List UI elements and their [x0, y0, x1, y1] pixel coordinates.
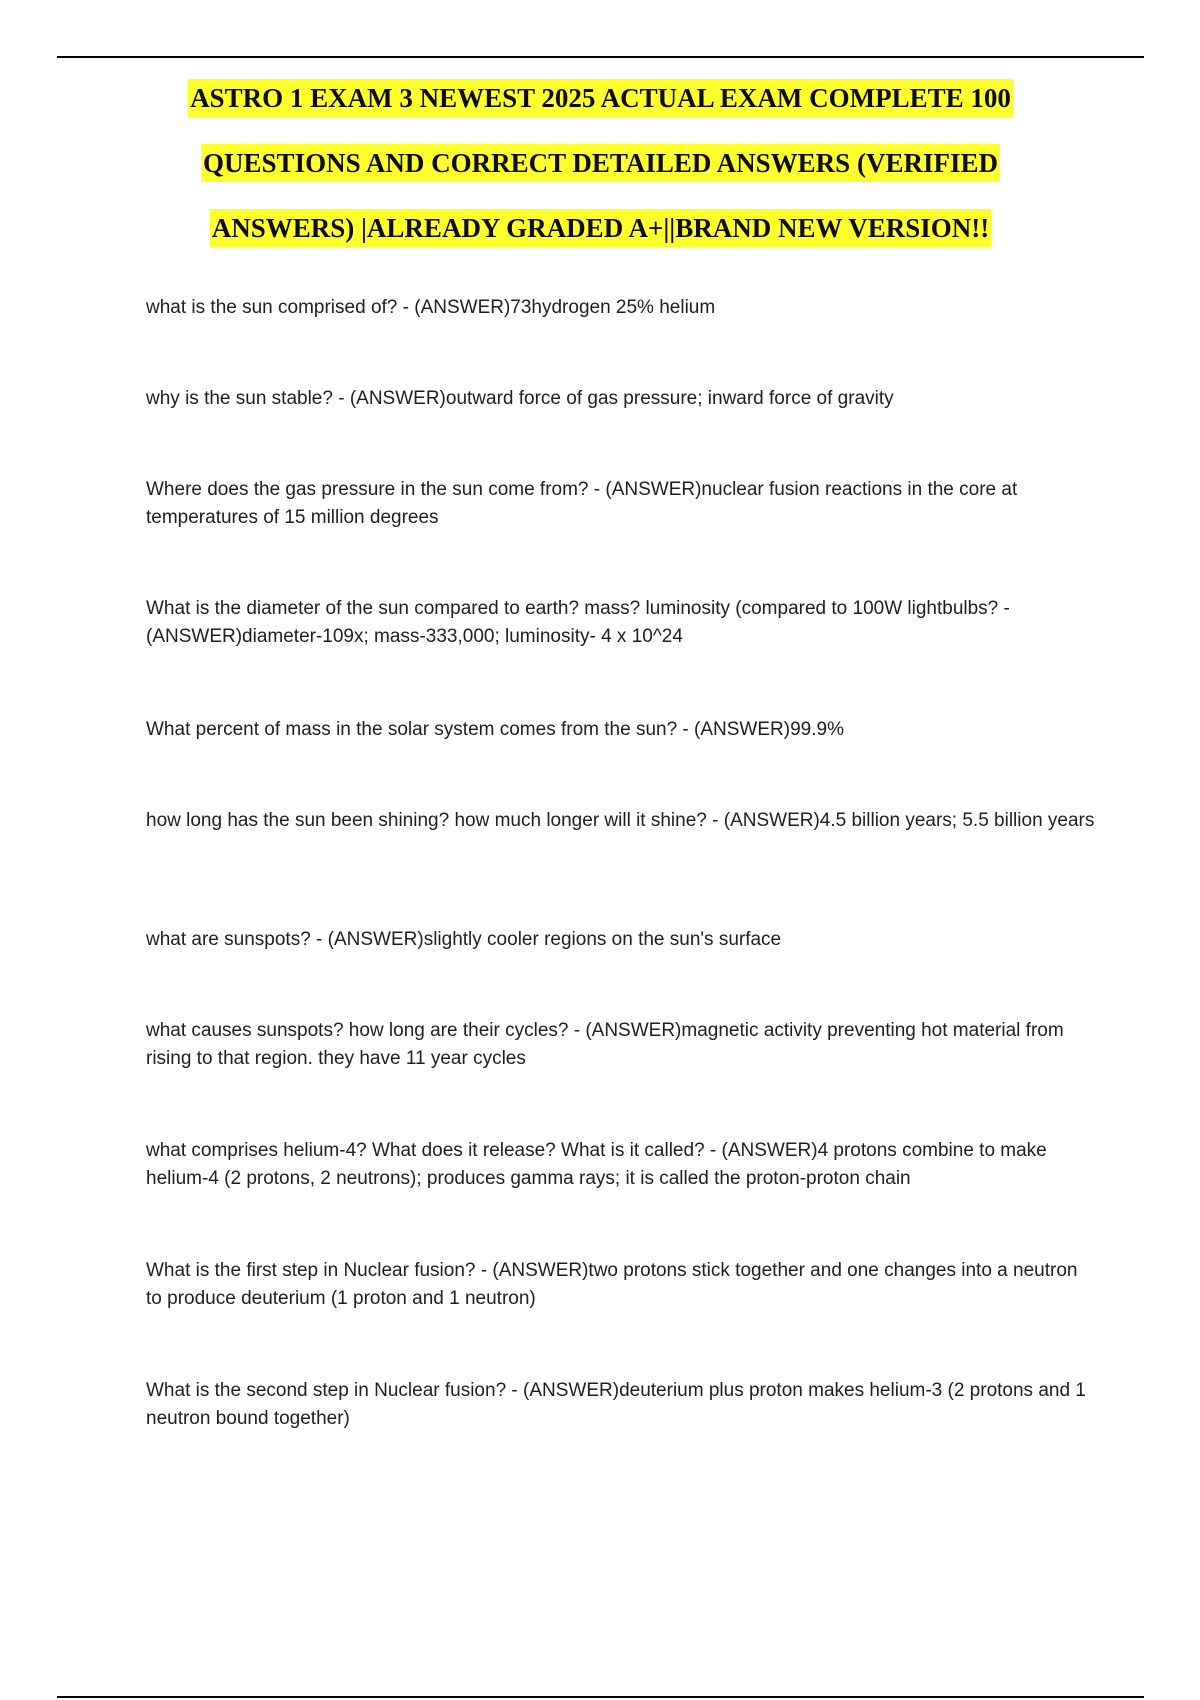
title-line-text: ANSWERS) |ALREADY GRADED A+||BRAND NEW VERSION!!	[210, 209, 992, 247]
qa-item: what causes sunspots? how long are their cycles? - (ANSWER)magnetic activity preventing hot material from rising to that region. they have 11 year cycles	[146, 1020, 1064, 1069]
title-line-text: ASTRO 1 EXAM 3 NEWEST 2025 ACTUAL EXAM COMPLETE 100	[188, 79, 1013, 117]
qa-item: Where does the gas pressure in the sun come from? - (ANSWER)nuclear fusion reactions in the core at temperatures of 15 million degrees	[146, 479, 1018, 528]
qa-item: why is the sun stable? - (ANSWER)outward force of gas pressure; inward force of gravity	[146, 388, 894, 409]
qa-item: what comprises helium-4? What does it release? What is it called? - (ANSWER)4 protons combine to make helium-4 (2 protons, 2 neutrons); produces gamma rays; it is called the proton-proton chain	[146, 1140, 1047, 1189]
qa-item: What is the first step in Nuclear fusion? - (ANSWER)two protons stick together and one changes into a neutron to produce deuterium (1 proton and 1 neutron)	[146, 1260, 1078, 1309]
qa-item: what is the sun comprised of? - (ANSWER)73hydrogen 25% helium	[146, 297, 716, 318]
title-line-text: QUESTIONS AND CORRECT DETAILED ANSWERS (VERIFIED	[201, 144, 1000, 182]
qa-item: What percent of mass in the solar system comes from the sun? - (ANSWER)99.9%	[146, 719, 844, 740]
qa-item: What is the diameter of the sun compared to earth? mass? luminosity (compared to 100W lightbulbs? - (ANSWER)diameter-109x; mass-333,000; luminosity- 4 x 10^24	[146, 598, 1010, 647]
qa-item: how long has the sun been shining? how much longer will it shine? - (ANSWER)4.5 billion years; 5.5 billion years	[146, 810, 1095, 831]
bottom-divider	[57, 1696, 1144, 1698]
qa-item: what are sunspots? - (ANSWER)slightly cooler regions on the sun's surface	[146, 929, 782, 950]
qa-item: What is the second step in Nuclear fusion? - (ANSWER)deuterium plus proton makes helium-3 (2 protons and 1 neutron bound together)	[146, 1380, 1086, 1429]
